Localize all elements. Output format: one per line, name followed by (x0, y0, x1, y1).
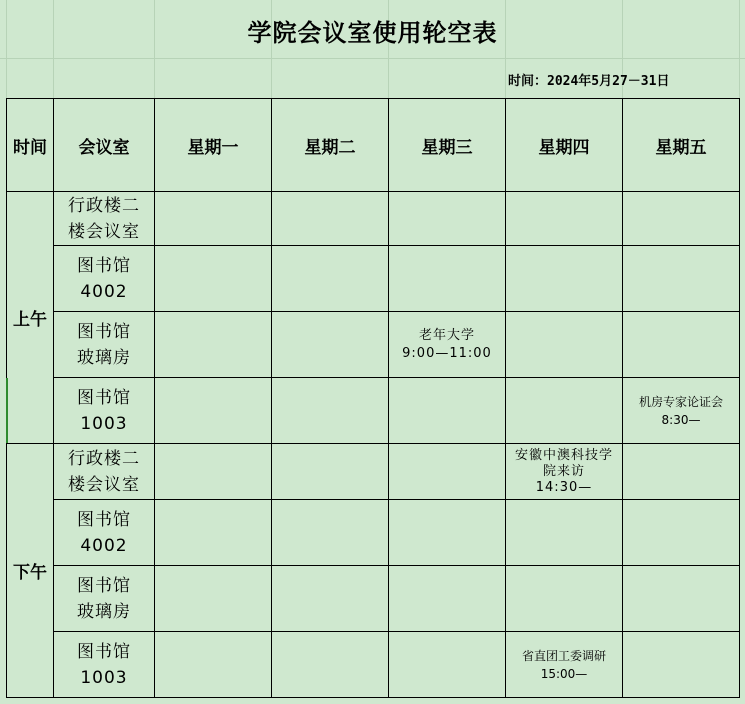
cell-pm-1003-wed[interactable] (389, 632, 506, 698)
table-row (7, 312, 740, 378)
event-title: 老年大学 (418, 327, 475, 343)
table-row (7, 566, 740, 632)
event-title: 省直团工委调研 (521, 648, 606, 663)
room-library-1003[interactable] (54, 632, 155, 698)
sheet-title[interactable]: 学院会议室使用轮空表 (247, 18, 498, 47)
room-name-line: 楼会议室 (68, 474, 140, 495)
cell-pm-1003-fri[interactable] (623, 632, 740, 698)
cell-pm-glass-fri[interactable] (623, 566, 740, 632)
room-name-line: 1003 (80, 413, 128, 434)
table-row (7, 632, 740, 698)
event-title: 院来访 (542, 463, 585, 479)
cell-pm-4002-tue[interactable] (272, 500, 389, 566)
cell-pm-4002-fri[interactable] (623, 500, 740, 566)
row-selection-indicator (6, 378, 8, 443)
schedule-table (6, 98, 740, 698)
cell-am-4002-thu[interactable] (506, 246, 623, 312)
cell-pm-glass-wed[interactable] (389, 566, 506, 632)
header-thursday[interactable]: 星期四 (506, 99, 623, 192)
room-admin-building[interactable] (54, 192, 155, 246)
event-title: 机房专家论证会 (638, 394, 723, 409)
cell-pm-glass-tue[interactable] (272, 566, 389, 632)
cell-am-1003-thu[interactable] (506, 378, 623, 444)
room-name-line: 1003 (80, 667, 128, 688)
room-library-4002[interactable] (54, 500, 155, 566)
room-name-line: 行政楼二 (68, 448, 140, 469)
cell-am-glass-mon[interactable] (155, 312, 272, 378)
cell-am-glass-thu[interactable] (506, 312, 623, 378)
room-name-line: 行政楼二 (68, 195, 140, 216)
event-time: 14:30— (535, 479, 593, 495)
room-library-glass[interactable] (54, 312, 155, 378)
cell-pm-4002-wed[interactable] (389, 500, 506, 566)
header-time[interactable]: 时间 (7, 99, 54, 192)
room-name-line: 图书馆 (77, 387, 131, 408)
cell-am-4002-mon[interactable] (155, 246, 272, 312)
header-row (7, 99, 740, 192)
cell-am-4002-tue[interactable] (272, 246, 389, 312)
cell-pm-glass-thu[interactable] (506, 566, 623, 632)
room-name-line: 图书馆 (77, 321, 131, 342)
cell-am-glass-wed[interactable] (389, 312, 506, 378)
event-time: 15:00— (540, 666, 588, 681)
room-name-line: 玻璃房 (77, 347, 131, 368)
cell-pm-admin-fri[interactable] (623, 444, 740, 500)
table-row (7, 500, 740, 566)
cell-am-1003-wed[interactable] (389, 378, 506, 444)
cell-pm-admin-thu[interactable] (506, 444, 623, 500)
room-name-line: 4002 (80, 535, 128, 556)
cell-am-1003-fri[interactable] (623, 378, 740, 444)
room-name-line: 玻璃房 (77, 601, 131, 622)
cell-pm-1003-thu[interactable] (506, 632, 623, 698)
room-name-line: 图书馆 (77, 575, 131, 596)
header-wednesday[interactable]: 星期三 (389, 99, 506, 192)
room-library-1003[interactable] (54, 378, 155, 444)
cell-am-1003-tue[interactable] (272, 378, 389, 444)
table-row (7, 378, 740, 444)
room-name-line: 楼会议室 (68, 221, 140, 242)
period-morning[interactable]: 上午 (7, 192, 54, 444)
header-friday[interactable]: 星期五 (623, 99, 740, 192)
cell-pm-admin-tue[interactable] (272, 444, 389, 500)
event-title: 安徽中澳科技学 (514, 447, 613, 463)
room-name-line: 图书馆 (77, 255, 131, 276)
cell-pm-1003-tue[interactable] (272, 632, 389, 698)
room-name-line: 4002 (80, 281, 128, 302)
cell-am-admin-wed[interactable] (389, 192, 506, 246)
cell-am-admin-thu[interactable] (506, 192, 623, 246)
room-library-4002[interactable] (54, 246, 155, 312)
event-time: 8:30— (661, 412, 701, 427)
room-name-line: 图书馆 (77, 641, 131, 662)
cell-am-4002-fri[interactable] (623, 246, 740, 312)
cell-pm-admin-mon[interactable] (155, 444, 272, 500)
cell-am-admin-mon[interactable] (155, 192, 272, 246)
cell-pm-4002-thu[interactable] (506, 500, 623, 566)
cell-pm-admin-wed[interactable] (389, 444, 506, 500)
cell-pm-glass-mon[interactable] (155, 566, 272, 632)
period-afternoon[interactable]: 下午 (7, 444, 54, 698)
table-row (7, 192, 740, 246)
cell-am-glass-tue[interactable] (272, 312, 389, 378)
room-library-glass[interactable] (54, 566, 155, 632)
header-tuesday[interactable]: 星期二 (272, 99, 389, 192)
header-room[interactable]: 会议室 (54, 99, 155, 192)
event-time: 9:00—11:00 (402, 345, 492, 361)
table-row (7, 444, 740, 500)
cell-am-admin-fri[interactable] (623, 192, 740, 246)
header-monday[interactable]: 星期一 (155, 99, 272, 192)
cell-am-4002-wed[interactable] (389, 246, 506, 312)
cell-am-admin-tue[interactable] (272, 192, 389, 246)
date-range[interactable]: 时间：2024年5月27－31日 (508, 73, 670, 89)
cell-pm-4002-mon[interactable] (155, 500, 272, 566)
table-row (7, 246, 740, 312)
cell-pm-1003-mon[interactable] (155, 632, 272, 698)
room-admin-building[interactable] (54, 444, 155, 500)
cell-am-glass-fri[interactable] (623, 312, 740, 378)
room-name-line: 图书馆 (77, 509, 131, 530)
cell-am-1003-mon[interactable] (155, 378, 272, 444)
